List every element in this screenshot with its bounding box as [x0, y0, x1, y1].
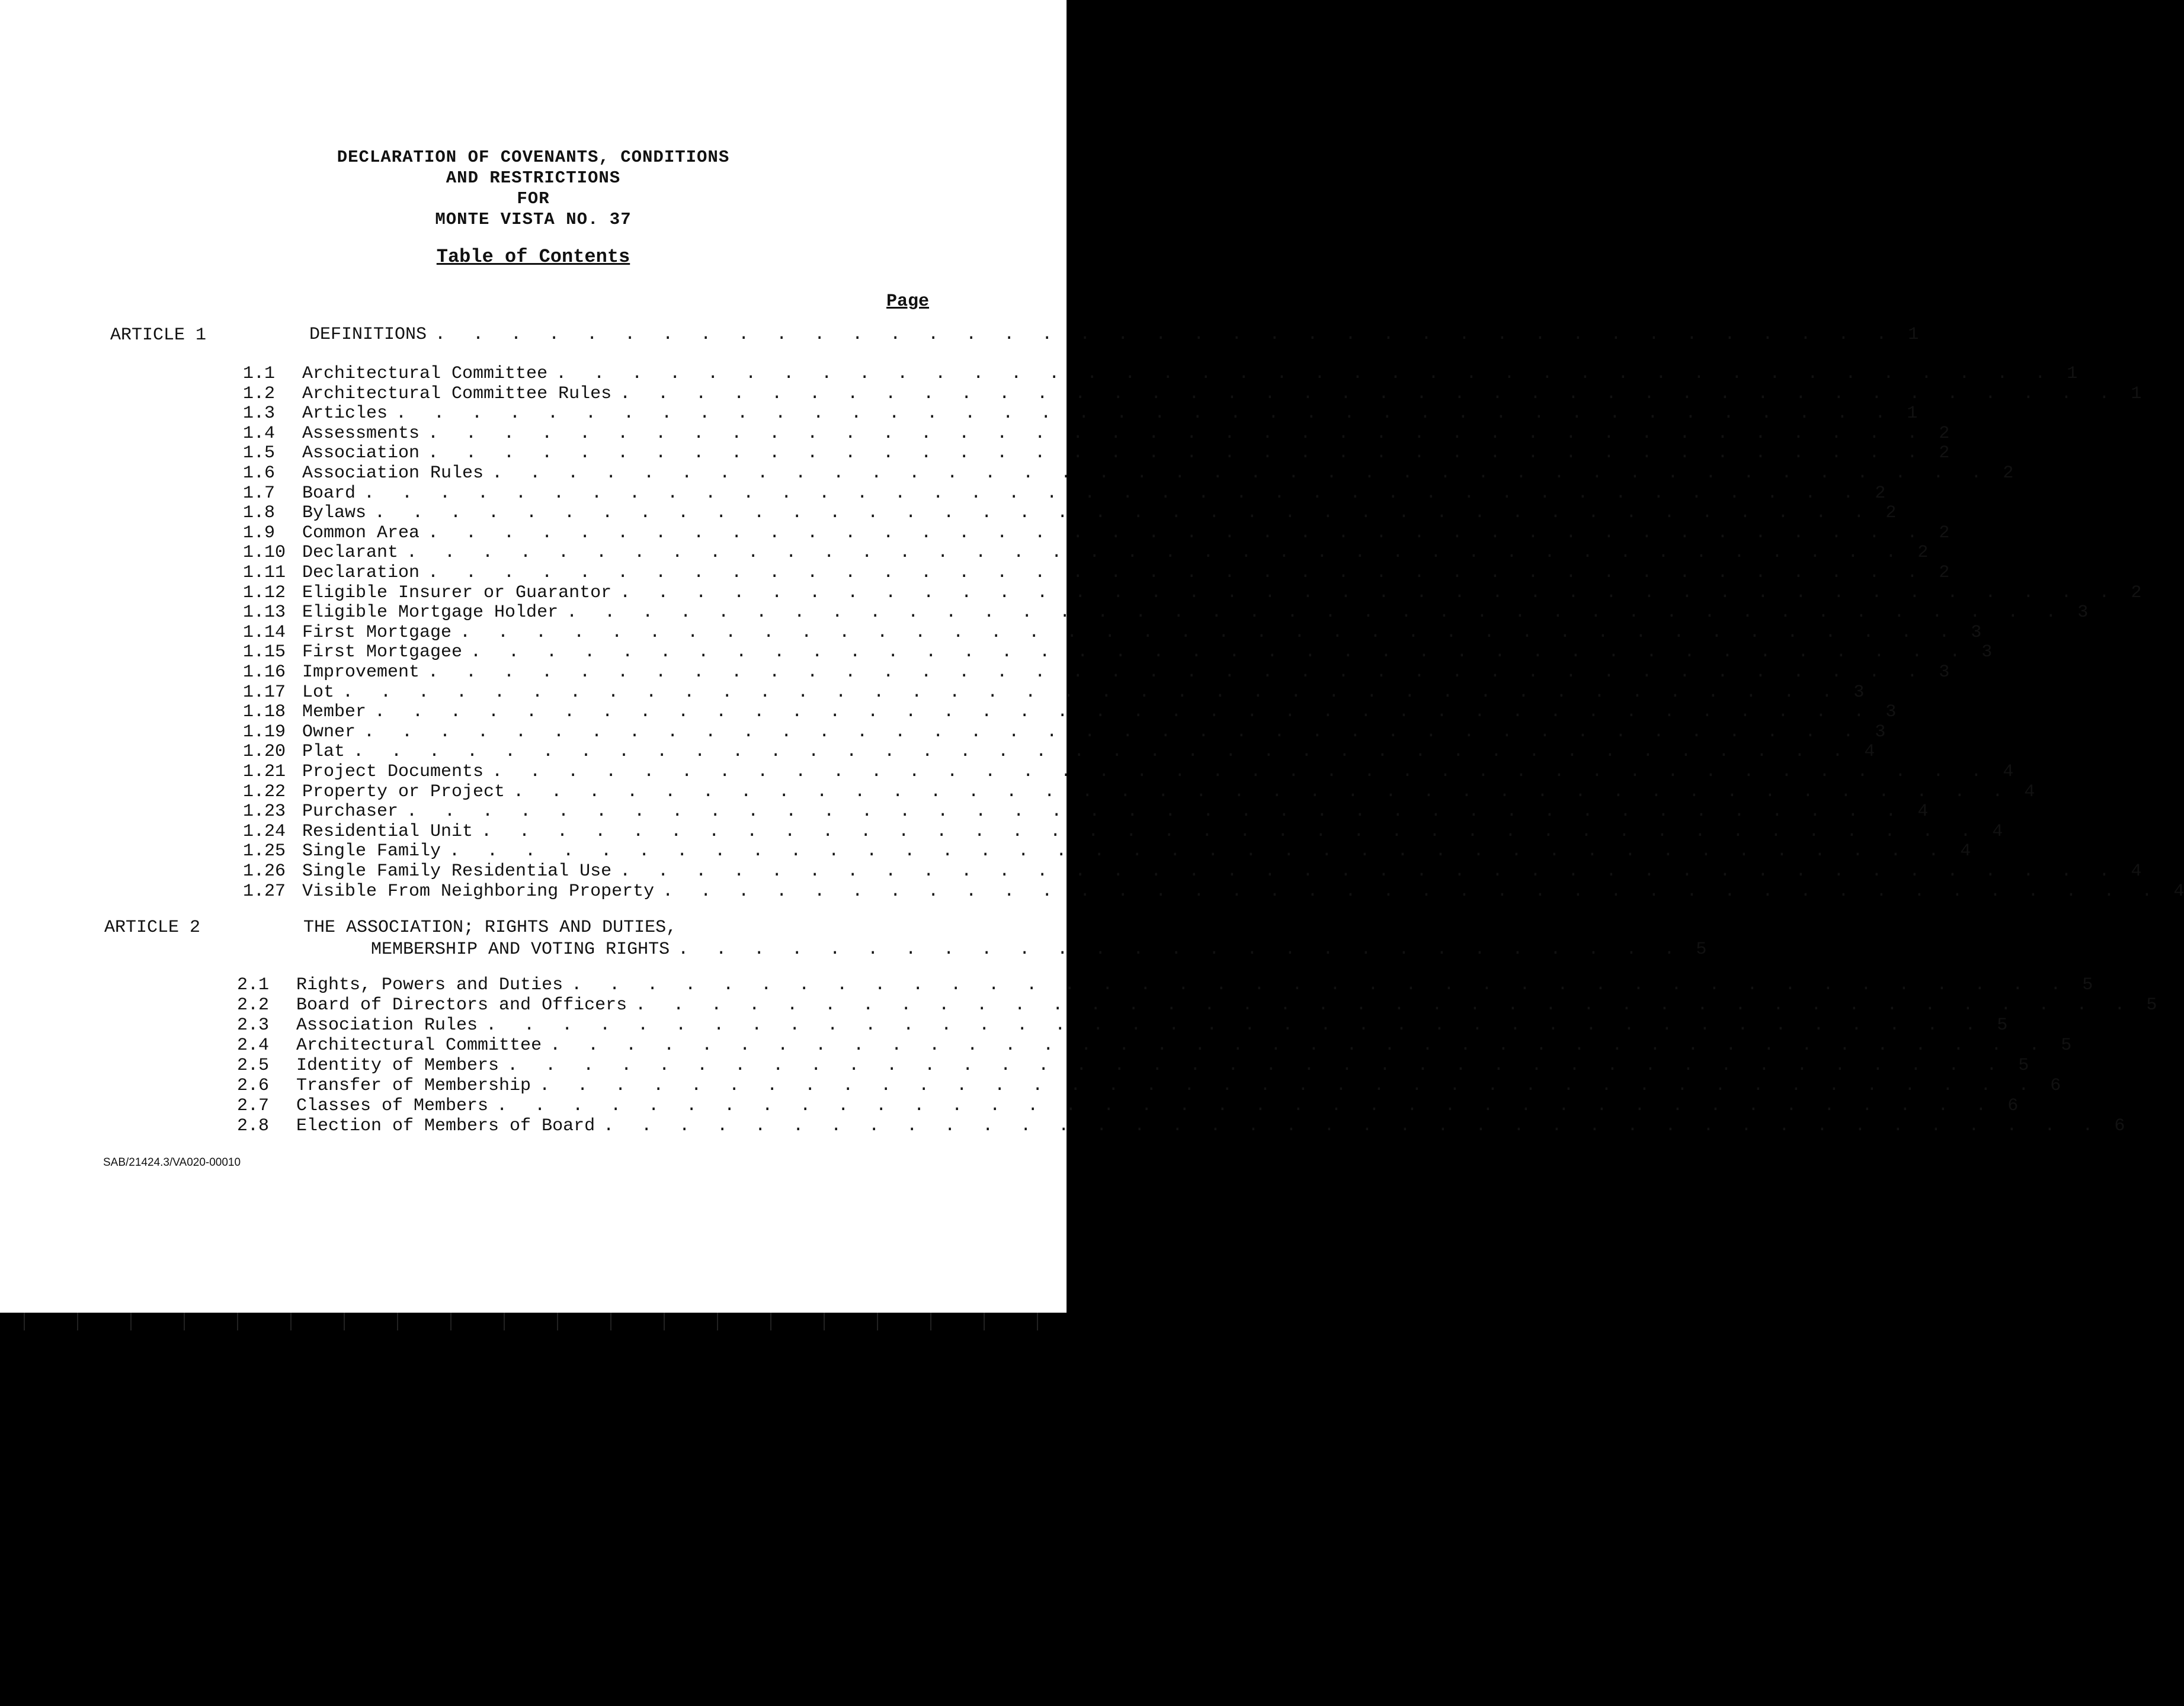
toc-title: Table of Contents: [436, 246, 630, 268]
toc-entry-page: 2: [1939, 522, 1950, 543]
article-2-title-line-1: THE ASSOCIATION; RIGHTS AND DUTIES,: [303, 918, 677, 938]
toc-entry-number: 2.6: [237, 1076, 270, 1096]
toc-entry: [243, 483, 1886, 504]
dot-leader: . . . . . . . . . . . . . . . . . . . . . . . . . . . . . . . . . . . . . . . .: [406, 801, 1905, 822]
toc-entry-page: 1: [1907, 403, 1918, 424]
toc-entry: [243, 423, 1950, 444]
dot-leader: . . . . . . . . . . . . . . . . . . . . . . . . . . . . . . . . . . . . . . . .: [470, 642, 1969, 663]
toc-entry-title: Association Rules: [296, 1015, 478, 1035]
toc-entry-page: 2: [1917, 543, 1929, 563]
toc-entry-number: 1.13: [243, 602, 286, 623]
toc-entry-number: 1.12: [243, 582, 286, 603]
toc-entry: [237, 1076, 2061, 1096]
toc-entry-title: Association: [302, 443, 420, 464]
toc-entry: [243, 662, 1950, 682]
toc-entry-number: 1.25: [243, 841, 286, 862]
toc-entry-number: 1.23: [243, 801, 286, 822]
dot-leader: . . . . . . . . . . . . . . . . . . . . . . . . . . . . . . . . . . . . . . . .: [374, 702, 1873, 723]
toc-entry: [243, 383, 2142, 404]
article-1-title: DEFINITIONS: [309, 325, 427, 345]
toc-entry-number: 1.1: [243, 364, 276, 384]
toc-entry: [243, 503, 1897, 524]
toc-entry-title: Rights, Powers and Duties: [296, 975, 563, 995]
toc-entry-title: Single Family Residential Use: [302, 861, 612, 881]
toc-entry: [243, 721, 1886, 742]
toc-entry-title: Board: [302, 483, 356, 504]
toc-entry-title: Identity of Members: [296, 1056, 499, 1076]
toc-entry-title: Architectural Committee Rules: [302, 383, 612, 404]
page-column-heading: Page: [886, 291, 930, 312]
toc-entry-page: 4: [1960, 841, 1971, 862]
toc-entry-number: 1.10: [243, 543, 286, 563]
toc-entry-number: 1.26: [243, 861, 286, 881]
toc-entry-number: 1.19: [243, 721, 286, 742]
toc-entry-number: 1.6: [243, 463, 276, 483]
toc-entry-title: Declarant: [302, 543, 399, 563]
toc-entry-title: Single Family: [302, 841, 441, 862]
toc-entry-page: 4: [2173, 881, 2184, 902]
toc-entry-title: Member: [302, 702, 367, 723]
toc-entry-page: 2: [1939, 443, 1950, 464]
toc-entry-page: 5: [1997, 1015, 2008, 1035]
dot-leader: . . . . . . . . . . . . . . . . . . . . . . . . . . . . . . . . . . . . . . . .: [364, 483, 1862, 504]
toc-entry-title: Declaration: [302, 563, 420, 583]
toc-entry-page: 2: [1939, 423, 1950, 444]
toc-entry-number: 1.7: [243, 483, 276, 504]
toc-entry-number: 1.14: [243, 622, 286, 643]
toc-entry-page: 4: [2131, 861, 2142, 881]
toc-entry-number: 2.4: [237, 1035, 270, 1056]
toc-entry: [237, 975, 2093, 995]
toc-entry-page: 1: [2131, 383, 2142, 404]
dot-leader: . . . . . . . . . . . . . . . . . . . . . . . . . . . . . . . . . . . . . . . .: [428, 662, 1926, 682]
toc-entry-number: 1.22: [243, 781, 286, 802]
toc-entry-title: Purchaser: [302, 801, 399, 822]
toc-entry-page: 2: [1875, 483, 1886, 504]
toc-entry-page: 3: [1939, 662, 1950, 682]
toc-entry-page: 5: [2146, 995, 2157, 1015]
dot-leader: . . . . . . . . . . . . . . . . . . . . . . . . . . . . . . . . . . . . . . . .: [428, 423, 1926, 444]
toc-entry-page: 3: [1853, 682, 1865, 703]
article-1-label: ARTICLE 1: [110, 325, 207, 345]
article-2-page: 5: [1696, 939, 1707, 960]
toc-entry-number: 1.9: [243, 522, 276, 543]
toc-entry-title: Architectural Committee: [296, 1035, 542, 1056]
dot-leader: . . . . . . . . . . . . . . . . . . . . . . . . . . . . . . . . . . . . . . . .: [620, 582, 2118, 603]
toc-entry-title: Board of Directors and Officers: [296, 995, 627, 1015]
toc-entry-page: 2: [1939, 563, 1950, 583]
dot-leader: . . . . . . . . . . . . . . . . . . . . . . . . . . . . . . . . . . . . . . . .: [635, 995, 2134, 1015]
dot-leader: . . . . . . . . . . . . . . . . . . . . . . . . . . . . . . . . . . . . . . . .: [620, 861, 2118, 881]
article-2-heading: [104, 917, 1707, 964]
toc-entry: [237, 1015, 2008, 1035]
toc-entry-title: Residential Unit: [302, 821, 473, 842]
toc-entry-title: Visible From Neighboring Property: [302, 881, 655, 902]
toc-entry-number: 1.3: [243, 403, 276, 424]
dot-leader: . . . . . . . . . . . . . . . . . . . . . . . . . . . . . . . . . . . . . . . .: [620, 383, 2118, 404]
toc-entry: [243, 582, 2142, 603]
toc-entry-number: 1.2: [243, 383, 276, 404]
toc-entry-page: 5: [2082, 975, 2093, 995]
toc-entry-number: 1.17: [243, 682, 286, 703]
toc-entry-title: Articles: [302, 403, 388, 424]
article-1-page: 1: [1908, 325, 1919, 345]
toc-entry-title: Association Rules: [302, 463, 484, 483]
toc-entry: [243, 801, 1929, 822]
toc-entry-page: 5: [2061, 1035, 2072, 1056]
toc-entry-number: 1.5: [243, 443, 276, 464]
dot-leader: . . . . . . . . . . . . . . . . . . . . . . . . . . . . . . . . . . . . . . . .: [460, 622, 1958, 643]
toc-entry: [243, 841, 1971, 862]
toc-entry: [243, 403, 1918, 424]
dot-leader: . . . . . . . . . . . . . . . . . . . . . . . . . . .: [678, 939, 1683, 960]
dot-leader: . . . . . . . . . . . . . . . . . . . . . . . . . . . . . . . . . . . . . . .: [435, 325, 1895, 345]
toc-entry-title: Plat: [302, 742, 345, 762]
toc-entry: [237, 1096, 2019, 1116]
toc-entry-number: 1.8: [243, 503, 276, 524]
toc-entry: [243, 861, 2142, 881]
toc-entry-title: Common Area: [302, 522, 420, 543]
toc-entry: [243, 762, 2014, 782]
toc-entry: [243, 602, 2089, 623]
toc-entry-page: 4: [2003, 762, 2014, 782]
toc-entry-page: 3: [1971, 622, 1982, 643]
toc-entry-title: Lot: [302, 682, 335, 703]
article-2-title-row: [371, 939, 1707, 960]
toc-entry-title: Eligible Insurer or Guarantor: [302, 582, 612, 603]
dot-leader: . . . . . . . . . . . . . . . . . . . . . . . . . . . . . . . . . . . . . . . .: [428, 563, 1926, 583]
toc-entry-title: Property or Project: [302, 781, 505, 802]
toc-entry: [243, 463, 2014, 483]
dot-leader: . . . . . . . . . . . . . . . . . . . . . . . . . . . . . . . . . . . . . . . .: [603, 1116, 2102, 1136]
dot-leader: . . . . . . . . . . . . . . . . . . . . . . . . . . . . . . . . . . . . . . . .: [513, 781, 2012, 802]
toc-entry: [243, 443, 1950, 464]
toc-entry-number: 2.8: [237, 1116, 270, 1136]
scan-edge: [0, 1313, 1090, 1330]
toc-entry-number: 1.27: [243, 881, 286, 902]
toc-entry-number: 1.20: [243, 742, 286, 762]
toc-entry: [237, 1035, 2072, 1056]
dot-leader: . . . . . . . . . . . . . . . . . . . . . . . . . . . . . . . . . . . . . . . .: [507, 1056, 2006, 1076]
dot-leader: . . . . . . . . . . . . . . . . . . . . . . . . . . . . . . . . . . . . . . . .: [550, 1035, 2048, 1056]
dot-leader: . . . . . . . . . . . . . . . . . . . . . . . . . . . . . . . . . . . . . . . .: [428, 522, 1926, 543]
toc-entry-page: 6: [2007, 1096, 2019, 1116]
article-2-label: ARTICLE 2: [104, 918, 201, 938]
toc-entry-page: 3: [1875, 721, 1886, 742]
toc-entry-number: 2.3: [237, 1015, 270, 1035]
dot-leader: . . . . . . . . . . . . . . . . . . . . . . . . . . . . . . . . . . . . . . . .: [353, 742, 1852, 762]
toc-entry-page: 6: [2050, 1076, 2061, 1096]
toc-entry-number: 1.18: [243, 702, 286, 723]
dot-leader: . . . . . . . . . . . . . . . . . . . . . . . . . . . . . . . . . . . . . . . .: [406, 543, 1905, 563]
dot-leader: . . . . . . . . . . . . . . . . . . . . . . . . . . . . . . . . . . . . . . . .: [556, 364, 2054, 384]
toc-entry: [243, 563, 1950, 583]
toc-entry: [243, 622, 1982, 643]
toc-entry-page: 4: [2024, 781, 2035, 802]
toc-entry-page: 4: [1864, 742, 1875, 762]
footer-document-code: SAB/21424.3/VA020-00010: [103, 1156, 241, 1169]
toc-entry-title: Classes of Members: [296, 1096, 489, 1116]
toc-entry-title: Project Documents: [302, 762, 484, 782]
header-line-3: FOR: [517, 189, 550, 209]
header-line-1: DECLARATION OF COVENANTS, CONDITIONS: [337, 147, 730, 167]
toc-entry-title: Transfer of Membership: [296, 1076, 531, 1096]
toc-entry: [243, 821, 2003, 842]
toc-entry-title: First Mortgage: [302, 622, 452, 643]
article-1-title-row: [309, 325, 1919, 345]
toc-entry-title: Owner: [302, 721, 356, 742]
dot-leader: . . . . . . . . . . . . . . . . . . . . . . . . . . . . . . . . . . . . . . . .: [492, 463, 1990, 483]
dot-leader: . . . . . . . . . . . . . . . . . . . . . . . . . . . . . . . . . . . . . . . .: [364, 721, 1862, 742]
toc-entry-number: 1.16: [243, 662, 286, 682]
toc-entry-number: 2.2: [237, 995, 270, 1015]
toc-entry-number: 2.7: [237, 1096, 270, 1116]
toc-entry-page: 1: [2067, 364, 2078, 384]
toc-entry: [243, 543, 1929, 563]
toc-entry: [243, 364, 2078, 384]
toc-entry: [243, 742, 1875, 762]
dot-leader: . . . . . . . . . . . . . . . . . . . . . . . . . . . . . . . . . . . . . . . .: [571, 975, 2070, 995]
dot-leader: . . . . . . . . . . . . . . . . . . . . . . . . . . . . . . . . . . . . . . . .: [486, 1015, 1984, 1035]
dot-leader: . . . . . . . . . . . . . . . . . . . . . . . . . . . . . . . . . . . . . . . .: [342, 682, 1841, 703]
dot-leader: . . . . . . . . . . . . . . . . . . . . . . . . . . . . . . . . . . . . . . . .: [539, 1076, 2038, 1096]
toc-entry: [243, 682, 1865, 703]
toc-entry-page: 2: [2003, 463, 2014, 483]
toc-entry-number: 1.11: [243, 563, 286, 583]
dot-leader: . . . . . . . . . . . . . . . . . . . . . . . . . . . . . . . . . . . . . . . .: [481, 821, 1980, 842]
dot-leader: . . . . . . . . . . . . . . . . . . . . . . . . . . . . . . . . . . . . . . . .: [492, 762, 1990, 782]
dot-leader: . . . . . . . . . . . . . . . . . . . . . . . . . . . . . . . . . . . . . . . .: [428, 443, 1926, 464]
dot-leader: . . . . . . . . . . . . . . . . . . . . . . . . . . . . . . . . . . . . . . . .: [566, 602, 2065, 623]
toc-entry-number: 1.21: [243, 762, 286, 782]
dot-leader: . . . . . . . . . . . . . . . . . . . . . . . . . . . . . . . . . . . . . . . .: [396, 403, 1894, 424]
toc-entry-page: 5: [2018, 1056, 2029, 1076]
header-line-2: AND RESTRICTIONS: [446, 168, 621, 188]
toc-entry-page: 6: [2114, 1116, 2125, 1136]
toc-entry-title: Assessments: [302, 423, 420, 444]
dot-leader: . . . . . . . . . . . . . . . . . . . . . . . . . . . . . . . . . . . . . . . .: [374, 503, 1873, 524]
toc-entry: [237, 1116, 2125, 1136]
toc-entry-number: 1.15: [243, 642, 286, 663]
toc-entry-title: Election of Members of Board: [296, 1116, 595, 1136]
toc-entry-page: 3: [1981, 642, 1993, 663]
article-2-title-line-2: MEMBERSHIP AND VOTING RIGHTS: [371, 939, 670, 960]
toc-entry: [243, 881, 2184, 902]
toc-entry: [237, 1056, 2029, 1076]
dot-leader: . . . . . . . . . . . . . . . . . . . . . . . . . . . . . . . . . . . . . . . .: [497, 1096, 1995, 1116]
document-header: [0, 147, 1067, 230]
dot-leader: . . . . . . . . . . . . . . . . . . . . . . . . . . . . . . . . . . . . . . . .: [449, 841, 1948, 862]
toc-entry-number: 2.1: [237, 975, 270, 995]
header-line-4: MONTE VISTA NO. 37: [435, 210, 632, 229]
toc-entry-title: Eligible Mortgage Holder: [302, 602, 559, 623]
toc-entry-page: 3: [2077, 602, 2089, 623]
toc-entry-page: 3: [1885, 702, 1897, 723]
toc-entry-page: 2: [2131, 582, 2142, 603]
toc-entry-number: 2.5: [237, 1056, 270, 1076]
toc-entry-page: 4: [1917, 801, 1929, 822]
toc-entry-page: 2: [1885, 503, 1897, 524]
toc-entry: [243, 522, 1950, 543]
toc-entry: [237, 995, 2157, 1015]
toc-entry-number: 1.24: [243, 821, 286, 842]
toc-entry-number: 1.4: [243, 423, 276, 444]
article-1-heading: [110, 325, 1919, 346]
toc-entry: [243, 702, 1897, 723]
toc-entry-title: Bylaws: [302, 503, 367, 524]
toc-entry: [243, 781, 2035, 802]
dot-leader: . . . . . . . . . . . . . . . . . . . . . . . . . . . . . . . . . . . . . . . .: [662, 881, 2161, 902]
toc-entry-page: 4: [1992, 821, 2003, 842]
toc-entry-title: First Mortgagee: [302, 642, 463, 663]
toc-entry-title: Architectural Committee: [302, 364, 548, 384]
toc-entry: [243, 642, 1993, 663]
toc-entry-title: Improvement: [302, 662, 420, 682]
